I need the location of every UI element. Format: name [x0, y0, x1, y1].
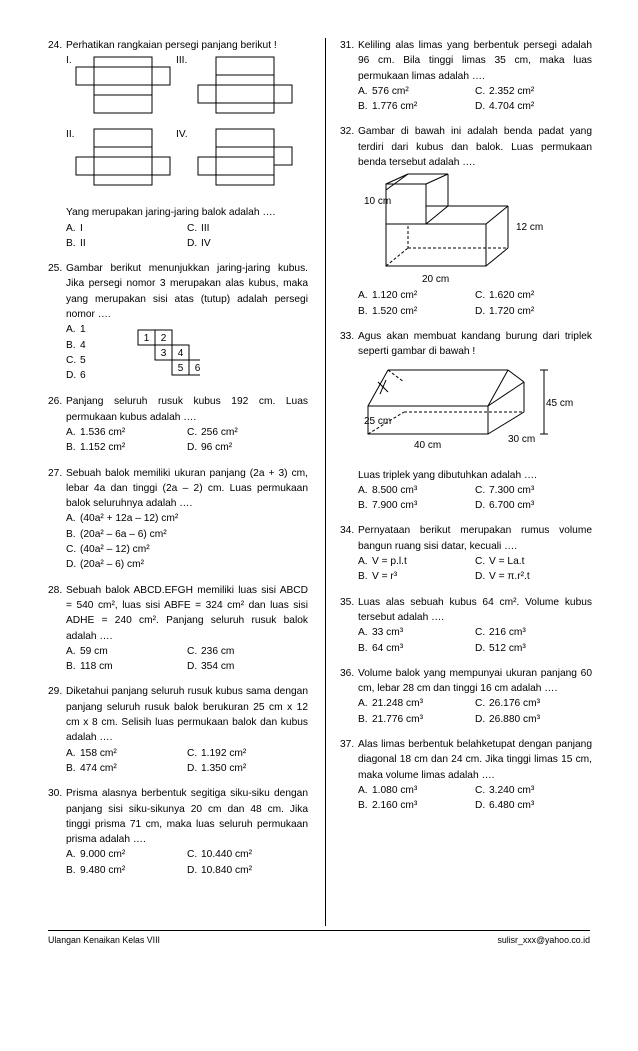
question-27	[48, 466, 308, 573]
question-number: 31.	[340, 40, 355, 51]
option-d[interactable]: D. 6.700 cm³	[475, 500, 535, 512]
option-b[interactable]: B. 4	[66, 339, 86, 351]
option-c[interactable]: C. 256 cm²	[187, 426, 238, 438]
cell-3: 3	[160, 348, 167, 360]
question-text-2: Yang merupakan jaring-jaring balok adalah ….	[66, 207, 276, 219]
dim-30cm: 30 cm	[508, 433, 536, 445]
option-b[interactable]: B. II	[66, 237, 86, 249]
option-c[interactable]: C. 26.176 cm³	[475, 698, 540, 710]
question-24	[48, 38, 308, 251]
option-c[interactable]: C. 3.240 cm³	[475, 784, 535, 796]
net-4	[198, 129, 292, 185]
column-divider	[325, 38, 326, 926]
question-number: 29.	[48, 686, 63, 698]
net-1	[76, 57, 170, 113]
option-b[interactable]: B. 64 cm³	[358, 642, 404, 654]
option-c[interactable]: C. 1.620 cm²	[475, 290, 535, 302]
option-a[interactable]: A. V = p.l.t	[358, 556, 407, 568]
option-a[interactable]: A. 8.500 cm³	[358, 484, 418, 496]
option-d[interactable]: D. 10.840 cm²	[187, 864, 252, 876]
dim-12cm: 12 cm	[516, 222, 544, 234]
option-b[interactable]: B. 7.900 cm³	[358, 500, 418, 512]
options	[66, 746, 308, 777]
question-number: 30.	[48, 788, 63, 800]
option-a[interactable]: A. 59 cm	[66, 645, 108, 657]
options-with-figure	[66, 322, 308, 384]
option-d[interactable]: D. 6	[66, 370, 86, 382]
question-text: Alas limas berbentuk belahketupat dengan panjang diagonal 18 cm dan 24 cm. Jika tinggi limas 15 cm, maka volume limas adalah ….	[358, 739, 592, 781]
options	[66, 644, 308, 675]
cell-4: 4	[177, 348, 184, 360]
question-number: 26.	[48, 396, 63, 408]
question-text: Volume balok yang mempunyai ukuran panjang 60 cm, lebar 28 cm dan tinggi 16 cm adalah ….	[358, 667, 592, 695]
question-text-2: Luas triplek yang dibutuhkan adalah ….	[358, 469, 537, 481]
option-d[interactable]: D. V = π.r².t	[475, 571, 530, 583]
options	[358, 625, 592, 656]
question-text: Sebuah balok memiliki ukuran panjang (2a + 3) cm, lebar 4a dan tinggi (2a – 2) cm. Luas permukaan balok seluruhnya adalah ….	[66, 467, 308, 510]
option-a[interactable]: A. 1.536 cm²	[66, 426, 126, 438]
question-number: 28.	[48, 584, 63, 596]
question-33	[340, 329, 592, 513]
option-c[interactable]: C. (40a² – 12) cm²	[66, 544, 150, 556]
footer-title: Ulangan Kenaikan Kelas VIII	[48, 935, 160, 945]
question-text: Pernyataan berikut merupakan rumus volume bangun ruang sisi datar, kecuali ….	[358, 525, 592, 552]
option-c[interactable]: C. 236 cm	[187, 645, 235, 657]
options	[66, 221, 308, 252]
option-d[interactable]: D. 1.720 cm²	[475, 305, 535, 317]
option-b[interactable]: B. 21.776 cm³	[358, 713, 423, 725]
option-c[interactable]: C. 7.300 cm³	[475, 484, 535, 496]
option-b[interactable]: B. 1.152 cm²	[66, 442, 126, 454]
page-footer	[48, 930, 590, 947]
option-c[interactable]: C. III	[187, 222, 210, 234]
option-a[interactable]: A. 1.120 cm²	[358, 290, 418, 302]
option-b[interactable]: B. 474 cm²	[66, 762, 117, 774]
question-text: Gambar di bawah ini adalah benda padat yang terdiri dari kubus dan balok. Luas permukaan benda tersebut adalah ….	[358, 126, 592, 169]
cell-5: 5	[177, 363, 184, 375]
question-text: Perhatikan rangkaian persegi panjang berikut !	[66, 40, 277, 51]
options	[358, 483, 592, 514]
dim-20cm: 20 cm	[422, 274, 450, 286]
question-text: Prisma alasnya berbentuk segitiga siku-siku dengan panjang sisi siku-sikunya 20 cm dan 48 cm. Jika tinggi prisma 71 cm, maka luas seluruh permukaan prisma adalah ….	[66, 788, 308, 846]
options	[66, 511, 308, 572]
question-31	[340, 38, 592, 114]
option-d[interactable]: D. 512 cm³	[475, 642, 526, 654]
option-d[interactable]: D. (20a² – 6) cm²	[66, 559, 144, 571]
cube-net-figure	[120, 328, 200, 384]
option-b[interactable]: B. 1.776 cm²	[358, 101, 418, 113]
option-d[interactable]: D. 4.704 cm²	[475, 101, 535, 113]
option-d[interactable]: D. 96 cm²	[187, 442, 233, 454]
option-b[interactable]: B. 1.520 cm²	[358, 305, 418, 317]
options	[358, 783, 592, 814]
option-a[interactable]: A. 576 cm²	[358, 85, 409, 97]
question-text: Diketahui panjang seluruh rusuk kubus sama dengan panjang seluruh rusuk balok berukuran 25 cm x 12 cm x 8 cm. Selisih luas permukaan balok dan kubus adalah ….	[66, 686, 308, 744]
option-a[interactable]: A. I	[66, 222, 83, 234]
birdhouse-figure	[358, 360, 598, 468]
question-text: Luas alas sebuah kubus 64 cm². Volume kubus tersebut adalah ….	[358, 596, 592, 623]
cell-1: 1	[143, 333, 150, 345]
question-29	[48, 684, 308, 776]
option-a[interactable]: A. 33 cm³	[358, 627, 404, 639]
option-c[interactable]: C. 216 cm³	[475, 627, 526, 639]
option-a[interactable]: A. 1.080 cm³	[358, 784, 418, 796]
question-text: Agus akan membuat kandang burung dari triplek seperti gambar di bawah !	[358, 330, 592, 358]
left-column	[48, 38, 308, 888]
net-2	[76, 129, 170, 185]
option-a[interactable]: A. 158 cm²	[66, 747, 117, 759]
question-34	[340, 523, 592, 584]
footer-email: sulisr_xxx@yahoo.co.id	[497, 935, 590, 945]
cell-6: 6	[194, 363, 200, 375]
nets-figure	[66, 53, 308, 205]
option-d[interactable]: D. 1.350 cm²	[187, 762, 247, 774]
nets-drawing	[66, 53, 308, 205]
question-37	[340, 737, 592, 813]
option-c[interactable]: C. V = La.t	[475, 556, 525, 568]
option-b[interactable]: B. 2.160 cm³	[358, 800, 418, 812]
options	[358, 696, 592, 727]
question-number: 24.	[48, 40, 63, 51]
option-c[interactable]: C. 2.352 cm²	[475, 85, 535, 97]
option-a[interactable]: A. 9.000 cm²	[66, 849, 126, 861]
cell-2: 2	[160, 333, 167, 345]
question-35	[340, 595, 592, 656]
question-30	[48, 786, 308, 878]
question-text: Panjang seluruh rusuk kubus 192 cm. Luas permukaan kubus adalah ….	[66, 396, 308, 423]
net-label-2: II.	[66, 129, 75, 141]
question-number: 25.	[48, 263, 63, 275]
options	[66, 425, 308, 456]
option-d[interactable]: D. IV	[187, 237, 211, 249]
question-number: 33.	[340, 330, 355, 342]
option-d[interactable]: D. 6.480 cm³	[475, 800, 535, 812]
right-column	[340, 38, 592, 824]
option-b[interactable]: B. 118 cm	[66, 661, 113, 673]
options	[358, 554, 592, 585]
option-d[interactable]: D. 26.880 cm³	[475, 713, 540, 725]
question-number: 34.	[340, 525, 355, 537]
option-c[interactable]: C. 10.440 cm²	[187, 849, 252, 861]
option-c[interactable]: C. 5	[66, 354, 86, 366]
question-25	[48, 261, 308, 384]
option-b[interactable]: B. V = r³	[358, 571, 398, 583]
dim-45cm: 45 cm	[546, 397, 574, 409]
question-text: Keliling alas limas yang berbentuk persegi adalah 96 cm. Bila tinggi limas 35 cm, maka luas permukaan limas adalah ….	[358, 40, 592, 82]
net-label-3: III.	[176, 55, 188, 67]
question-number: 27.	[48, 467, 63, 479]
option-c[interactable]: C. 1.192 cm²	[187, 747, 247, 759]
question-number: 37.	[340, 739, 355, 751]
option-a[interactable]: A. 1	[66, 324, 86, 336]
question-number: 35.	[340, 596, 355, 608]
question-number: 36.	[340, 667, 355, 679]
question-28	[48, 583, 308, 675]
question-text: Gambar berikut menunjukkan jaring-jaring kubus. Jika persegi nomor 3 merupakan alas kubus, maka yang merupakan sisi atas (tutup) adalah persegi nomor ….	[66, 263, 308, 321]
options	[66, 847, 308, 878]
dim-10cm: 10 cm	[364, 196, 392, 208]
options	[358, 288, 592, 319]
option-a[interactable]: A. (40a² + 12a – 12) cm²	[66, 513, 179, 525]
question-number: 32.	[340, 126, 355, 138]
cube-cuboid-figure	[358, 170, 598, 288]
dim-25cm: 25 cm	[364, 415, 392, 427]
options	[358, 84, 592, 115]
dim-40cm: 40 cm	[414, 439, 442, 451]
net-3	[198, 57, 292, 113]
option-b[interactable]: B. (20a² – 6a – 6) cm²	[66, 528, 167, 540]
question-36	[340, 666, 592, 727]
option-b[interactable]: B. 9.480 cm²	[66, 864, 126, 876]
net-label-4: IV.	[176, 129, 188, 141]
option-a[interactable]: A. 21.248 cm³	[358, 698, 423, 710]
question-26	[48, 394, 308, 455]
net-label-1: I.	[66, 55, 72, 67]
question-text: Sebuah balok ABCD.EFGH memiliki luas sisi ABCD = 540 cm², luas sisi ABFE = 324 cm² dan luas sisi ADHE = 240 cm². Panjang seluruh rusuk balok adalah ….	[66, 584, 308, 642]
option-d[interactable]: D. 354 cm	[187, 661, 235, 673]
question-32	[340, 124, 592, 318]
